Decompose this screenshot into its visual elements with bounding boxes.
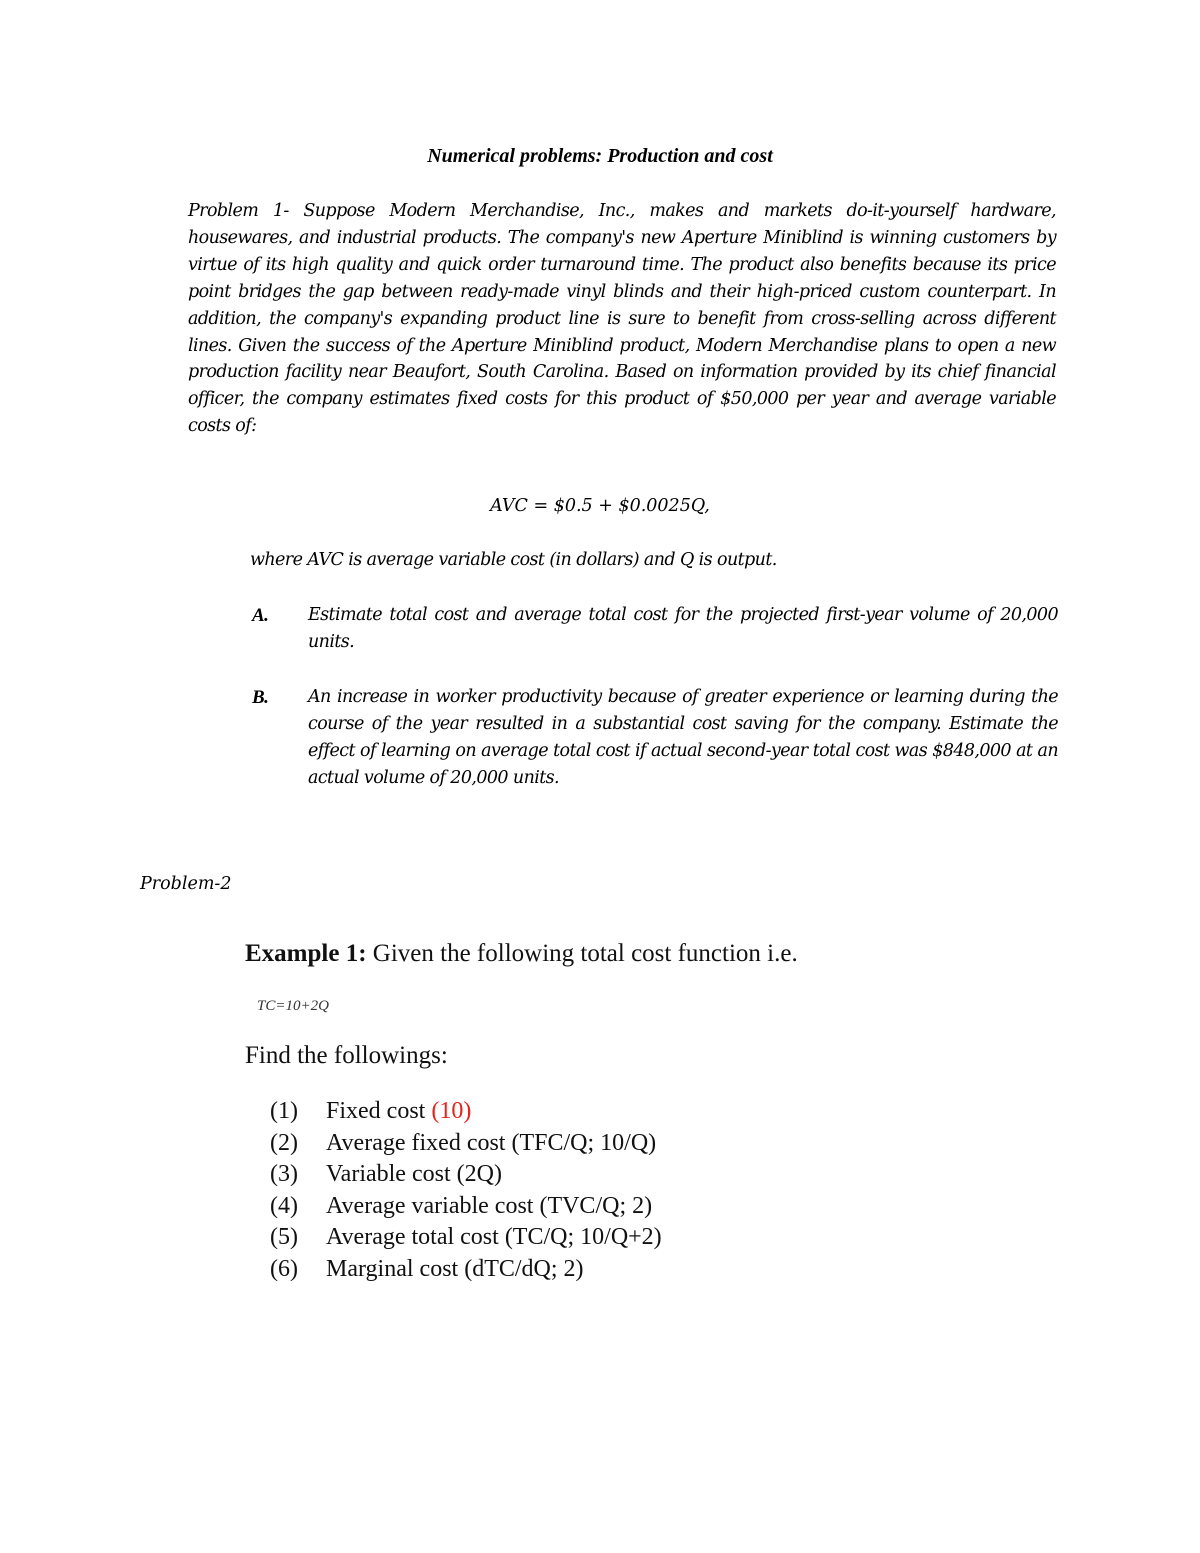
list-item-number: (5) xyxy=(270,1224,298,1250)
list-item-number: (4) xyxy=(270,1192,298,1219)
page-title: Numerical problems: Production and cost xyxy=(427,145,773,167)
question-a-letter: A. xyxy=(252,605,269,626)
problem-1-paragraph: Problem 1- Suppose Modern Merchandise, Inc., makes and markets do-it-yourself hardware, housewares, and industrial products. The company's new Aperture Miniblind is winning customers by virtue of its high quality and quick order turnaround time. The product also benefits because its price point bridges the gap between ready-made vinyl blinds and their high-priced custom counterpart. In addition, the company's expanding product line is sure to benefit from cross-selling across different lines. Given the success of the Aperture Miniblind product, Modern Merchandise plans to open a new production facility near Beaufort, South Carolina. Based on information provided by its chief financial officer, the company estimates fixed costs for this product of $50,000 per year and average variable costs of: xyxy=(188,201,1056,437)
formula-explanation: where AVC is average variable cost (in dollars) and Q is output. xyxy=(250,550,777,570)
list-item-number: (6) xyxy=(270,1255,298,1282)
problem-2-label: Problem-2 xyxy=(140,874,232,894)
list-item-text: Variable cost (2Q) xyxy=(326,1161,502,1187)
question-b-letter: B. xyxy=(252,687,269,708)
tc-formula: TC=10+2Q xyxy=(257,998,329,1014)
question-a xyxy=(252,602,1058,656)
list-item xyxy=(270,1096,662,1128)
list-item-number: (1) xyxy=(270,1098,298,1124)
list-item-text: Fixed cost xyxy=(326,1098,432,1124)
list-item xyxy=(270,1191,662,1223)
list-item-text: Average fixed cost (TFC/Q; 10/Q) xyxy=(326,1129,657,1156)
list-item-highlight: (10) xyxy=(431,1098,472,1124)
list-item-number: (2) xyxy=(270,1129,298,1156)
avc-formula: AVC = $0.5 + $0.0025Q, xyxy=(490,496,710,516)
list-item-text: Average total cost (TC/Q; 10/Q+2) xyxy=(326,1224,662,1250)
list-item xyxy=(270,1254,662,1286)
question-a-text: Estimate total cost and average total cost for the projected first-year volume of 20,000 units. xyxy=(308,605,1058,652)
list-item xyxy=(270,1128,662,1160)
find-label: Find the followings: xyxy=(245,1042,448,1069)
list-item-text: Average variable cost (TVC/Q; 2) xyxy=(326,1192,653,1219)
question-b-text: An increase in worker productivity because of greater experience or learning during the course of the year resulted in a substantial cost saving for the company. Estimate the effect of learning on average total cost if actual second-year total cost was $848,000 at an actual volume of 20,000 units. xyxy=(308,687,1058,788)
example-label: Example 1: xyxy=(245,940,367,967)
list-item xyxy=(270,1159,662,1191)
cost-items-list xyxy=(270,1096,662,1285)
example-description: Given the following total cost function i.e. xyxy=(366,940,798,967)
list-item xyxy=(270,1222,662,1254)
list-item-text: Marginal cost (dTC/dQ; 2) xyxy=(326,1255,584,1282)
list-item-number: (3) xyxy=(270,1161,298,1187)
example-heading xyxy=(245,940,798,968)
question-b xyxy=(252,684,1058,792)
